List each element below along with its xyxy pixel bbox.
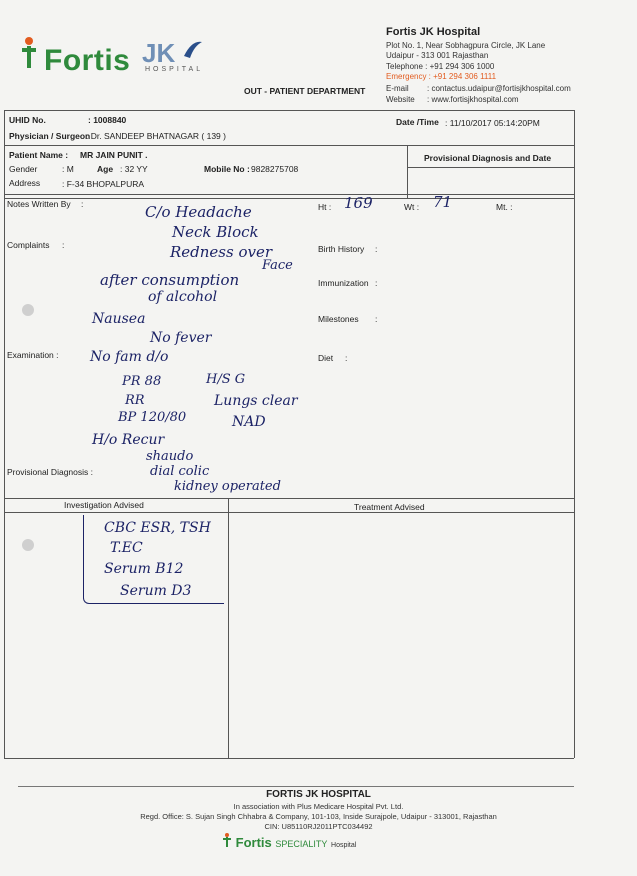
hospital-emergency: Emergency : +91 294 306 1111 [386, 72, 497, 81]
uhid-label: UHID No. [9, 115, 46, 125]
complaints-colon: : [62, 240, 65, 250]
hw-line: dial colic [150, 464, 210, 479]
ht-value: 169 [344, 194, 373, 212]
diet-label: Diet [318, 353, 334, 363]
hw-line: shaudo [146, 449, 194, 464]
jk-swirl-icon [182, 38, 204, 60]
investigation-item: Serum B12 [104, 561, 184, 577]
gender-label: Gender [9, 164, 38, 174]
footer-line-1: In association with Plus Medicare Hospital Pvt. Ltd. [233, 802, 404, 811]
hw-line: of alcohol [148, 289, 218, 305]
hw-line: Redness over [170, 243, 273, 261]
hw-line: BP 120/80 [118, 410, 187, 425]
footer-fortis-figure-icon [222, 835, 236, 850]
examination-label: Examination : [7, 350, 59, 360]
investigation-item: CBC ESR, TSH [104, 520, 211, 536]
prov-diagnosis-label: Provisional Diagnosis : [7, 467, 93, 477]
hw-line: Neck Block [172, 223, 259, 241]
datetime-label: Date /Time [396, 117, 439, 127]
footer-logo [222, 833, 356, 850]
complaints-label: Complaints [7, 240, 50, 250]
footer-line-3: CIN: U85110RJ2011PTC034492 [264, 822, 373, 831]
department-title: OUT - PATIENT DEPARTMENT [244, 86, 366, 96]
fortis-figure-icon [18, 36, 40, 78]
jk-logo-text: JK [142, 38, 176, 68]
immunization-label: Immunization [318, 278, 369, 288]
hw-line: NAD [232, 414, 266, 430]
website-label: Website [386, 95, 415, 104]
hw-line: kidney operated [174, 479, 281, 494]
email-value[interactable]: : contactus.udaipur@fortisjkhospital.com [427, 84, 571, 93]
notes-by-colon: : [81, 199, 84, 209]
mobile-label: Mobile No : [204, 164, 250, 174]
footer-logo-text: Fortis [235, 835, 272, 850]
hw-line: PR 88 [122, 374, 162, 389]
wt-value: 71 [433, 193, 453, 211]
investigation-item: Serum D3 [120, 583, 192, 599]
footer-title: FORTIS JK HOSPITAL [266, 789, 371, 800]
website-value[interactable]: : www.fortisjkhospital.com [427, 95, 519, 104]
milestones-label: Milestones [318, 314, 359, 324]
physician-label: Physician / Surgeon [9, 131, 91, 141]
footer-line-2: Regd. Office: S. Sujan Singh Chhabra & Company, 101-103, Inside Surajpole, Udaipur - 313001, Rajasthan [140, 812, 497, 821]
jk-logo-subtitle: HOSPITAL [145, 66, 204, 73]
wt-label: Wt : [404, 202, 420, 212]
footer-logo-suffix: SPECIALITY [275, 839, 328, 849]
hw-line: H/o Recur [92, 432, 165, 448]
immunization-colon: : [375, 278, 378, 288]
address-value: : F-34 BHOPALPURA [62, 179, 145, 189]
birth-history-colon: : [375, 244, 378, 254]
age-value: : 32 YY [120, 164, 148, 174]
fortis-logo [18, 36, 130, 78]
hw-line: Face [262, 258, 293, 273]
punch-hole-bottom [22, 539, 34, 551]
ht-label: Ht : [318, 202, 332, 212]
hw-line: RR [125, 393, 145, 408]
investigation-label: Investigation Advised [64, 500, 144, 510]
patient-name-value: MR JAIN PUNIT . [80, 150, 148, 160]
physician-value: : Dr. SANDEEP BHATNAGAR ( 139 ) [86, 131, 226, 141]
patient-name-label: Patient Name : [9, 150, 69, 160]
hw-line: after consumption [100, 271, 240, 289]
datetime-value: : 11/10/2017 05:14:20PM [445, 118, 540, 128]
hospital-name: Fortis JK Hospital [386, 26, 481, 38]
hw-line: H/S G [206, 372, 246, 387]
hw-line: Nausea [92, 311, 146, 327]
address-label: Address [9, 178, 41, 188]
hw-line: No fever [150, 330, 212, 346]
hw-line: Lungs clear [214, 393, 298, 409]
treatment-label: Treatment Advised [354, 502, 425, 512]
investigation-item: T.EC [110, 540, 143, 556]
hw-line: No fam d/o [90, 349, 169, 365]
diet-colon: : [345, 353, 348, 363]
gender-value: : M [62, 164, 74, 174]
prov-diag-date-label: Provisional Diagnosis and Date [424, 153, 552, 163]
email-label: E-mail [386, 84, 409, 93]
milestones-colon: : [375, 314, 378, 324]
hospital-telephone: Telephone : +91 294 306 1000 [386, 62, 495, 71]
hospital-address-1: Plot No. 1, Near Sobhagpura Circle, JK Lane [386, 41, 546, 50]
jk-logo [142, 38, 204, 69]
footer-logo-suffix-2: Hospital [331, 842, 357, 849]
uhid-value: : 1008840 [88, 115, 127, 125]
hw-line: C/o Headache [145, 203, 252, 221]
birth-history-label: Birth History [318, 244, 365, 254]
hospital-address-2: Udaipur - 313 001 Rajasthan [386, 51, 489, 60]
punch-hole-top [22, 304, 34, 316]
mt-label: Mt. : [496, 202, 513, 212]
fortis-logo-text: Fortis [44, 44, 131, 77]
notes-by-label: Notes Written By [7, 199, 71, 209]
age-label: Age [97, 164, 114, 174]
mobile-value: 9828275708 [251, 164, 299, 174]
